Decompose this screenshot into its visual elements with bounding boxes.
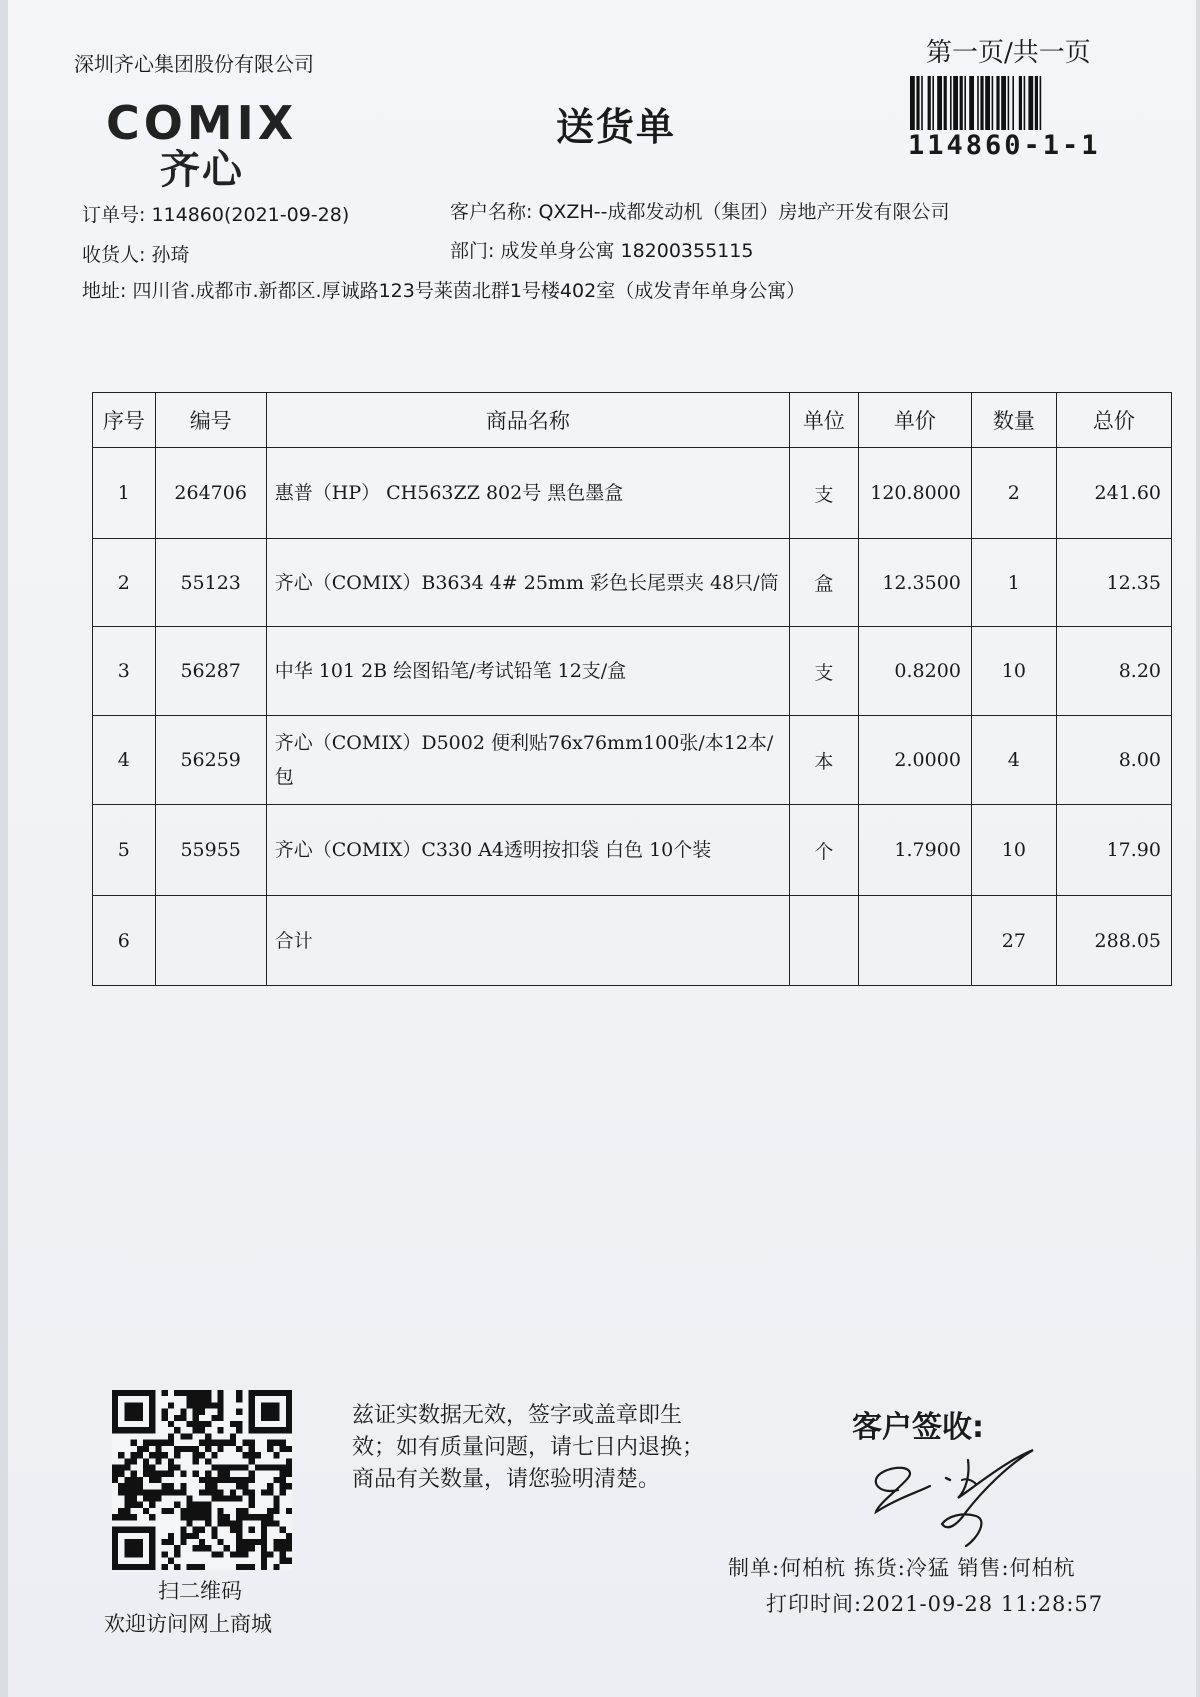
- address-value: 四川省.成都市.新都区.厚诚路123号莱茵北群1号楼402室（成发青年单身公寓）: [132, 280, 806, 302]
- qr-caption-scan: 扫二维码: [158, 1579, 242, 1603]
- order-value: 114860(2021-09-28): [151, 204, 350, 226]
- cell-price: 12.3500: [858, 539, 971, 627]
- handwritten-signature: [858, 1420, 1078, 1550]
- qr-code[interactable]: [112, 1390, 292, 1570]
- customer-value: QXZH--成都发动机（集团）房地产开发有限公司: [538, 201, 950, 223]
- notice-line: 兹证实数据无效，签字或盖章即生: [352, 1403, 683, 1428]
- cell-unit: 支: [790, 627, 859, 716]
- address-row: [82, 276, 805, 303]
- cell-price: [858, 896, 971, 986]
- cell-qty: 1: [971, 539, 1056, 627]
- department-row: [450, 236, 753, 263]
- cell-code: [155, 896, 266, 986]
- cell-price: 2.0000: [858, 716, 971, 805]
- customer-sign-label: 客户签收:: [852, 1410, 984, 1445]
- order-label: 订单号:: [82, 204, 152, 226]
- staff-info: 制单:何柏杭 拣货:冷猛 销售:何柏杭: [728, 1556, 1076, 1580]
- header-price: 单价: [858, 393, 971, 448]
- cell-seq: 3: [93, 627, 156, 716]
- table-row: [93, 627, 1172, 716]
- document-title: 送货单: [556, 105, 677, 149]
- cell-price: 0.8200: [858, 627, 971, 716]
- cell-seq: 5: [93, 805, 156, 896]
- notice-line: 商品有关数量，请您验明清楚。: [352, 1467, 661, 1492]
- company-name: 深圳齐心集团股份有限公司: [74, 52, 314, 76]
- header-name: 商品名称: [266, 393, 789, 448]
- cell-total: 12.35: [1056, 539, 1171, 627]
- cell-price: 1.7900: [858, 805, 971, 896]
- customer-row: [450, 197, 949, 224]
- notice-line: 效；如有质量问题，请七日内退换；: [352, 1435, 705, 1460]
- cell-unit: 本: [790, 716, 859, 805]
- cell-seq: 4: [93, 716, 156, 805]
- receiver-value: 孙琦: [151, 244, 190, 266]
- cell-unit: 个: [790, 805, 859, 896]
- cell-qty: 27: [971, 896, 1056, 986]
- cell-qty: 10: [971, 627, 1056, 716]
- cell-name: 齐心（COMIX）C330 A4透明按扣袋 白色 10个装: [266, 805, 789, 896]
- cell-qty: 2: [971, 448, 1056, 539]
- cell-seq: 6: [93, 896, 156, 986]
- cell-seq: 2: [93, 539, 156, 627]
- cell-seq: 1: [93, 448, 156, 539]
- cell-unit: 支: [790, 448, 859, 539]
- cell-unit: [790, 896, 859, 986]
- cell-unit: 盒: [790, 539, 859, 627]
- header-unit: 单位: [790, 393, 859, 448]
- table-row: [93, 805, 1172, 896]
- cell-name: 齐心（COMIX）D5002 便利贴76x76mm100张/本12本/包: [266, 716, 789, 805]
- table-row: [93, 539, 1172, 627]
- cell-name: 齐心（COMIX）B3634 4# 25mm 彩色长尾票夹 48只/筒: [266, 539, 789, 627]
- cell-total: 288.05: [1056, 896, 1171, 986]
- logo-text-cn: 齐心: [160, 147, 244, 193]
- customer-label: 客户名称:: [450, 201, 539, 223]
- barcode-number: 114860-1-1: [908, 130, 1101, 161]
- cell-total: 8.20: [1056, 627, 1171, 716]
- cell-code: 264706: [155, 448, 266, 539]
- header-qty: 数量: [971, 393, 1056, 448]
- table-total-row: [93, 896, 1172, 986]
- qr-caption-mall: 欢迎访问网上商城: [104, 1612, 272, 1636]
- delivery-note-page: [8, 0, 1196, 1697]
- barcode: [908, 76, 1120, 130]
- header-seq: 序号: [93, 393, 156, 448]
- cell-total: 241.60: [1056, 448, 1171, 539]
- receiver-row: [82, 240, 189, 267]
- cell-qty: 4: [971, 716, 1056, 805]
- cell-price: 120.8000: [858, 448, 971, 539]
- department-label: 部门:: [450, 240, 501, 262]
- address-label: 地址:: [82, 280, 133, 302]
- header-code: 编号: [155, 393, 266, 448]
- cell-total: 17.90: [1056, 805, 1171, 896]
- cell-name: 合计: [266, 896, 789, 986]
- cell-total: 8.00: [1056, 716, 1171, 805]
- table-row: [93, 716, 1172, 805]
- print-time: 打印时间:2021-09-28 11:28:57: [766, 1592, 1104, 1616]
- cell-qty: 10: [971, 805, 1056, 896]
- page-indicator: 第一页/共一页: [926, 38, 1091, 68]
- receiver-label: 收货人:: [82, 244, 152, 266]
- items-table: [92, 392, 1172, 986]
- table-row: [93, 448, 1172, 539]
- order-number-row: [82, 200, 349, 227]
- cell-name: 惠普（HP） CH563ZZ 802号 黑色墨盒: [266, 448, 789, 539]
- logo-text-en: COMIX: [106, 96, 298, 150]
- cell-code: 55955: [155, 805, 266, 896]
- department-value: 成发单身公寓 18200355115: [500, 240, 754, 262]
- header-total: 总价: [1056, 393, 1171, 448]
- comix-logo: [106, 96, 336, 193]
- notice-text: [352, 1400, 752, 1496]
- cell-name: 中华 101 2B 绘图铅笔/考试铅笔 12支/盒: [266, 627, 789, 716]
- cell-code: 55123: [155, 539, 266, 627]
- table-header-row: [93, 393, 1172, 448]
- cell-code: 56287: [155, 627, 266, 716]
- cell-code: 56259: [155, 716, 266, 805]
